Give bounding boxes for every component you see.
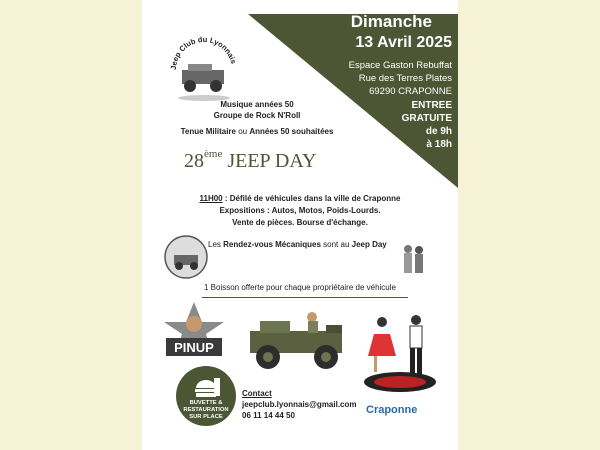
contact-email[interactable]: jeepclub.lyonnais@gmail.com	[242, 400, 357, 409]
buvette-line-2: RESTAURATION	[183, 407, 229, 413]
entry-line-2: GRATUITE	[401, 113, 452, 124]
program-expo: Expositions : Autos, Motos, Poids-Lourds.	[219, 206, 381, 215]
jeep-club-logo	[164, 26, 244, 106]
rendez-vous-mecaniques-logo	[164, 235, 208, 279]
rdv-line	[208, 240, 398, 249]
people-illustration	[400, 244, 426, 274]
club-logo-text: Jeep Club du Lyonnais	[168, 34, 239, 71]
buvette-badge	[176, 366, 236, 426]
entry-line-1: ENTREE	[411, 100, 452, 111]
contact-heading: Contact	[242, 389, 272, 398]
program-parade-text: : Défilé de véhicules dans la ville de Craponne	[222, 194, 401, 203]
buvette-line-3: SUR PLACE	[189, 414, 223, 420]
dress-military: Tenue Militaire	[180, 127, 236, 136]
music-line-1: Musique années 50	[220, 100, 294, 109]
pinup-label: PINUP	[174, 340, 214, 355]
rdv-event: Jeep Day	[351, 240, 387, 249]
buvette-line-1: BUVETTE &	[189, 400, 223, 406]
divider	[202, 297, 408, 298]
address-line-1: Espace Gaston Rebuffat	[348, 60, 452, 71]
rdv-mid: sont au	[320, 240, 352, 249]
title-suffix: ème	[204, 148, 223, 160]
contact-phone[interactable]: 06 11 14 44 50	[242, 411, 295, 420]
pinup-logo	[162, 300, 226, 362]
entry-line-4: à 18h	[426, 139, 452, 150]
title-name: JEEP DAY	[227, 150, 317, 172]
dress-or: ou	[238, 127, 248, 136]
buvette-text	[176, 400, 236, 421]
jeep-illustration	[242, 307, 352, 375]
rdv-name: Rendez-vous Mécaniques	[223, 240, 321, 249]
craponne-logo: Craponne	[366, 404, 418, 416]
event-date: 13 Avril 2025	[355, 34, 452, 51]
contact-block	[242, 388, 357, 421]
event-title	[184, 148, 316, 173]
address-line-3: 69290 CRAPONNE	[369, 86, 452, 97]
music-line-2: Groupe de Rock N'Roll	[213, 111, 301, 120]
drink-offer: 1 Boisson offerte pour chaque propriétaire de véhicule	[204, 283, 396, 292]
program-parade	[142, 194, 458, 203]
address-line-2: Rue des Terres Plates	[358, 73, 452, 84]
event-poster	[142, 0, 458, 450]
dancers-illustration	[360, 312, 440, 394]
program-sale: Vente de pièces. Bourse d'échange.	[232, 218, 368, 227]
rdv-pre: Les	[208, 240, 224, 249]
title-number: 28	[184, 150, 204, 172]
dress-fifties: Années 50 souhaitées	[249, 127, 334, 136]
event-day: Dimanche	[350, 12, 432, 31]
dress-line	[142, 127, 372, 136]
program-time: 11H00	[199, 194, 223, 203]
burger-drink-icon	[176, 366, 236, 400]
entry-line-3: de 9h	[425, 126, 452, 137]
